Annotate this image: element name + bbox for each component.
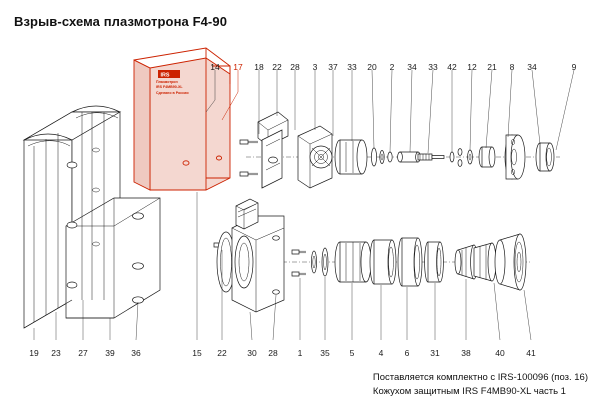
callout-number-38-bottom-15: 38 <box>461 348 471 358</box>
callout-number-42-top-12: 42 <box>447 62 457 72</box>
part-ring-9 <box>536 143 554 171</box>
callout-number-39-bottom-3: 39 <box>105 348 115 358</box>
callout-number-1-bottom-9: 1 <box>297 348 303 358</box>
callout-number-3-top-5: 3 <box>312 62 318 72</box>
brand-logo <box>158 70 180 78</box>
callout-number-6-bottom-13: 6 <box>404 348 410 358</box>
logo-line2: IRS F4MB90-XL <box>156 85 183 90</box>
callout-number-37-top-6: 37 <box>328 62 338 72</box>
part-body-22 <box>258 112 288 188</box>
callout-number-8-top-15: 8 <box>509 62 515 72</box>
part-insulator-4 <box>370 240 396 284</box>
logo-line1: Плазмотрон <box>156 80 178 84</box>
callout-number-15-bottom-5: 15 <box>192 348 202 358</box>
callout-number-22-bottom-6: 22 <box>217 348 227 358</box>
callout-number-34-top-10: 34 <box>407 62 417 72</box>
callout-number-12-top-13: 12 <box>467 62 477 72</box>
part-flange-21 <box>479 135 525 179</box>
callout-number-23-bottom-1: 23 <box>51 348 61 358</box>
callout-number-2-top-9: 2 <box>389 62 395 72</box>
callout-number-22-top-3: 22 <box>272 62 282 72</box>
svg-text:IRS: IRS <box>160 72 170 79</box>
footer-line-1: Поставляется комплектно с IRS-100096 (поз. 16) <box>372 372 588 384</box>
part-small-washers-42 <box>450 149 472 167</box>
callout-number-20-top-8: 20 <box>367 62 377 72</box>
callout-number-35-bottom-10: 35 <box>320 348 330 358</box>
part-cluster-28-3 <box>298 126 332 188</box>
callout-number-40-bottom-16: 40 <box>495 348 505 358</box>
callout-number-33-top-7: 33 <box>347 62 357 72</box>
footer-line-2: Кожухом защитным IRS F4MB90-XL часть 1 <box>372 386 566 398</box>
callout-number-17-top-1: 17 <box>233 62 243 72</box>
logo-line3: Сделано в России <box>156 90 189 95</box>
part-screw-18 <box>240 140 258 176</box>
callout-number-41-bottom-17: 41 <box>526 348 536 358</box>
callout-number-9-top-17: 9 <box>571 62 577 72</box>
callout-number-33-top-11: 33 <box>428 62 438 72</box>
part-electrode-34 <box>398 152 444 162</box>
callout-number-21-top-14: 21 <box>487 62 497 72</box>
part-washers-20 <box>371 148 392 166</box>
callout-number-4-bottom-12: 4 <box>378 348 384 358</box>
part-screws-28-bottom <box>292 250 306 276</box>
callout-number-28-bottom-8: 28 <box>268 348 278 358</box>
part-endcap-41 <box>495 234 526 290</box>
part-lower-housing-15 <box>232 199 284 312</box>
callout-number-34-top-16: 34 <box>527 62 537 72</box>
callout-number-14-top-0: 14 <box>210 62 220 72</box>
part-barrel-37 <box>335 140 367 174</box>
footer-notes <box>373 371 588 399</box>
part-ring-6 <box>398 238 422 286</box>
callout-number-5-bottom-11: 5 <box>349 348 355 358</box>
callout-number-28-top-4: 28 <box>290 62 300 72</box>
part-nozzle-38 <box>455 243 496 281</box>
part-sleeve-5 <box>335 242 371 282</box>
part-ring-31 <box>425 242 444 282</box>
page-title: Взрыв-схема плазмотрона F4-90 <box>14 14 228 29</box>
callout-number-31-bottom-14: 31 <box>430 348 440 358</box>
callout-number-19-bottom-0: 19 <box>29 348 39 358</box>
callout-number-27-bottom-2: 27 <box>78 348 88 358</box>
callout-number-30-bottom-7: 30 <box>247 348 257 358</box>
callout-number-36-bottom-4: 36 <box>131 348 141 358</box>
callout-number-18-top-2: 18 <box>254 62 264 72</box>
